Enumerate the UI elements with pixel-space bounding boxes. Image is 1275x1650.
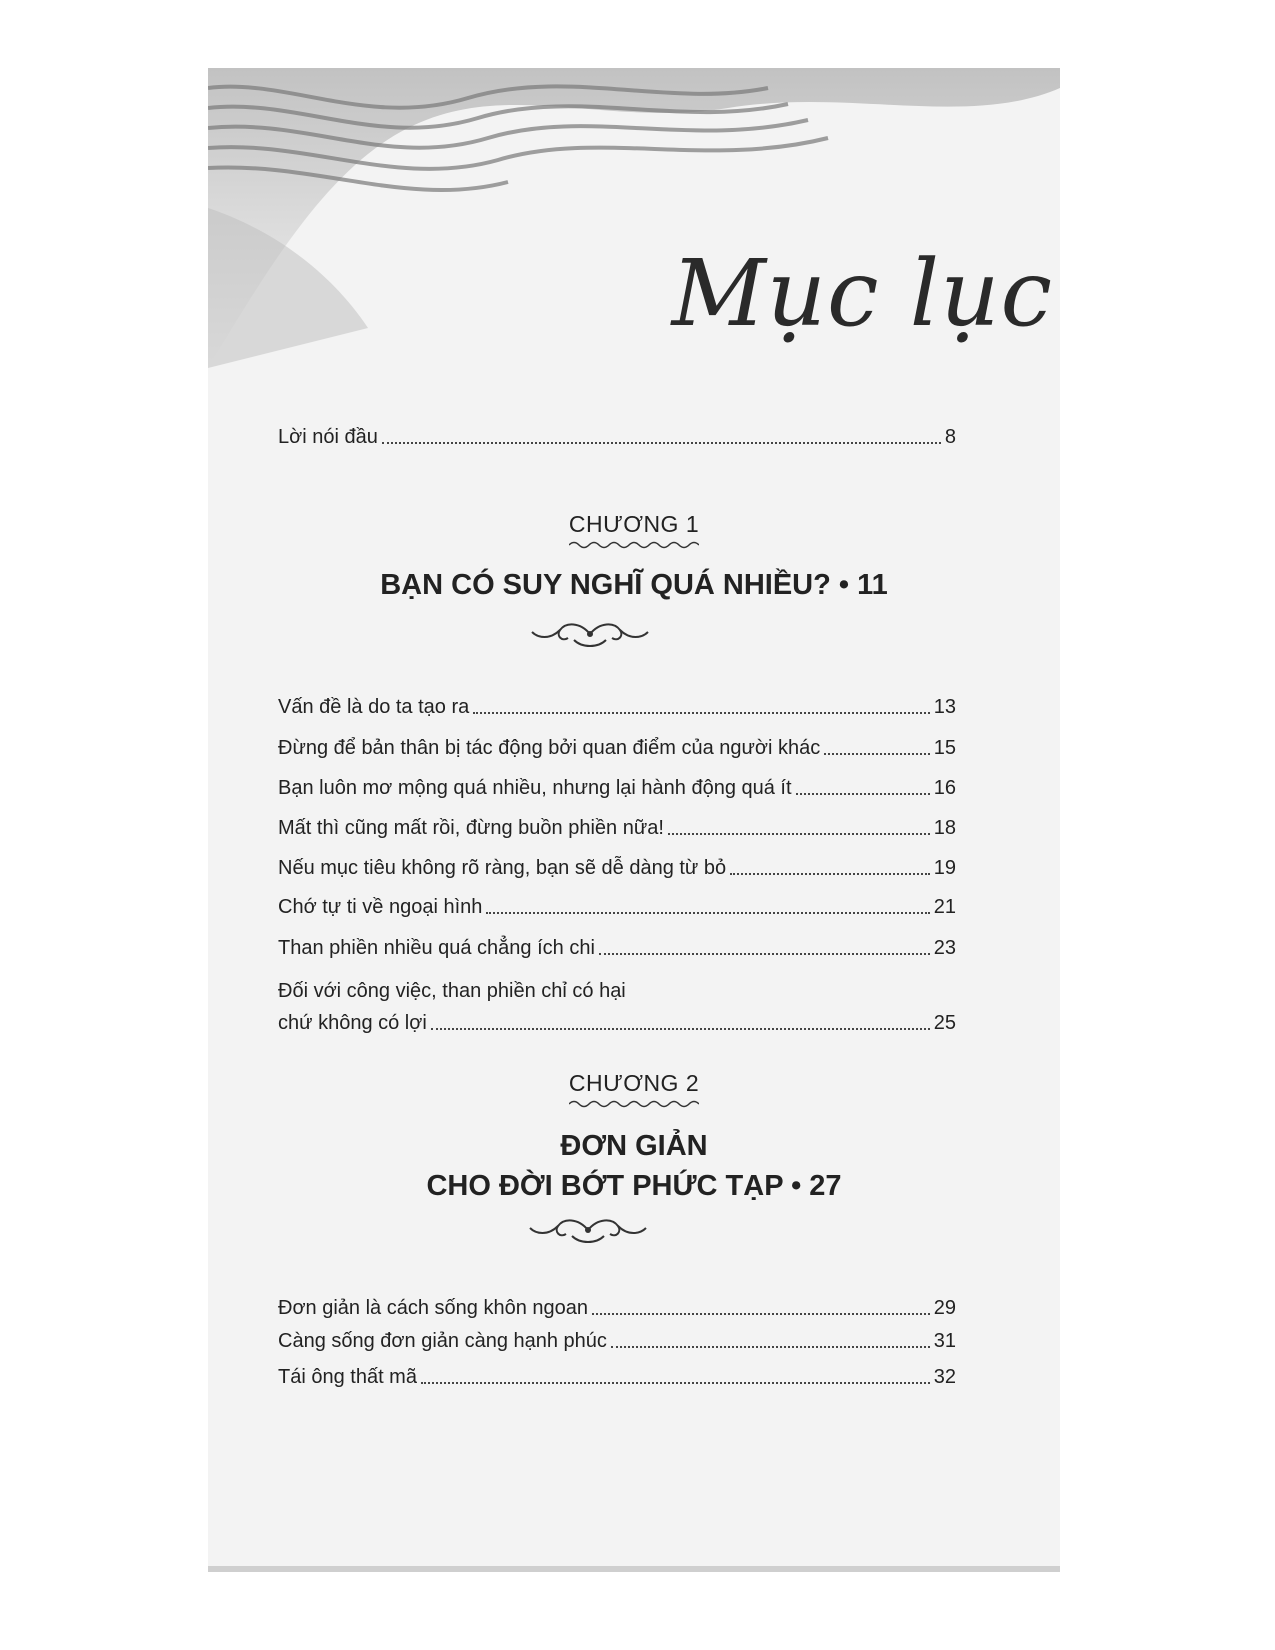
toc-entry[interactable] [278, 935, 956, 961]
toc-entry[interactable] [278, 1328, 956, 1354]
chapter-label-text: CHƯƠNG 2 [568, 1070, 700, 1096]
dot-leader [382, 442, 941, 444]
toc-entry[interactable] [278, 735, 956, 761]
toc-entry-label: Mất thì cũng mất rồi, đừng buồn phiền nữa! [278, 817, 664, 839]
book-page [208, 68, 1060, 1570]
toc-entry[interactable] [278, 815, 956, 841]
toc-entry-preface[interactable] [278, 424, 956, 450]
toc-entry-label: Bạn luôn mơ mộng quá nhiều, nhưng lại hành động quá ít [278, 777, 792, 799]
chapter-2-label [208, 1070, 1060, 1109]
toc-entry-label: Đơn giản là cách sống khôn ngoan [278, 1297, 588, 1319]
toc-entry-page: 19 [933, 857, 956, 879]
dot-leader [431, 1028, 930, 1030]
toc-entry-page: 31 [933, 1330, 956, 1352]
toc-entry[interactable] [278, 855, 956, 881]
toc-entry-page: 18 [933, 817, 956, 839]
toc-entry[interactable] [278, 1364, 956, 1390]
toc-entry-page: 8 [944, 426, 956, 448]
toc-entry-page: 25 [933, 1012, 956, 1034]
squiggle-underline-icon [569, 540, 699, 550]
dot-leader [730, 873, 930, 875]
page-title: Mục lục [671, 240, 1053, 347]
toc-entry-page: 21 [933, 896, 956, 918]
dot-leader [599, 953, 930, 955]
toc-entry[interactable] [278, 694, 956, 720]
toc-entry[interactable] [278, 775, 956, 801]
toc-entry-label: Càng sống đơn giản càng hạnh phúc [278, 1330, 607, 1352]
toc-entry-label: Lời nói đầu [278, 426, 378, 448]
toc-entry-page: 13 [933, 696, 956, 718]
toc-entry-page: 16 [933, 777, 956, 799]
toc-entry-label: Tái ông thất mã [278, 1366, 417, 1388]
dot-leader [592, 1313, 930, 1315]
dot-leader [824, 753, 930, 755]
toc-entry[interactable] [278, 980, 956, 1036]
page-bottom-edge [208, 1566, 1060, 1572]
toc-entry-label: Đừng để bản thân bị tác động bởi quan điểm của người khác [278, 737, 821, 759]
dot-leader [473, 712, 930, 714]
chapter-title-line: ĐƠN GIẢN [560, 1130, 708, 1162]
chapter-2-title [208, 1126, 1060, 1206]
chapter-1-label [208, 511, 1060, 550]
flourish-ornament-icon [528, 1212, 648, 1248]
dot-leader [421, 1382, 930, 1384]
toc-entry-page: 23 [933, 937, 956, 959]
toc-entry-label: Vấn đề là do ta tạo ra [278, 696, 470, 718]
flourish-ornament-icon [530, 616, 650, 652]
chapter-title-line: BẠN CÓ SUY NGHĨ QUÁ NHIỀU? • 11 [380, 569, 888, 601]
dot-leader [668, 833, 930, 835]
dot-leader [611, 1346, 930, 1348]
chapter-label-text: CHƯƠNG 1 [568, 511, 700, 537]
squiggle-underline-icon [569, 1099, 699, 1109]
toc-entry-label: Đối với công việc, than phiền chỉ có hại [278, 980, 626, 1002]
chapter-title-line: CHO ĐỜI BỚT PHỨC TẠP • 27 [426, 1170, 842, 1202]
toc-entry[interactable] [278, 894, 956, 920]
dot-leader [486, 912, 929, 914]
toc-entry-label: Nếu mục tiêu không rõ ràng, bạn sẽ dễ dàng từ bỏ [278, 857, 727, 879]
toc-entry-label: chứ không có lợi [278, 1012, 427, 1034]
chapter-1-title [208, 565, 1060, 605]
toc-entry-page: 29 [933, 1297, 956, 1319]
dot-leader [796, 793, 930, 795]
toc-entry-page: 32 [933, 1366, 956, 1388]
toc-entry-page: 15 [933, 737, 956, 759]
toc-entry-label: Than phiền nhiều quá chẳng ích chi [278, 937, 595, 959]
toc-entry-label: Chớ tự ti về ngoại hình [278, 896, 483, 918]
toc-entry[interactable] [278, 1295, 956, 1321]
